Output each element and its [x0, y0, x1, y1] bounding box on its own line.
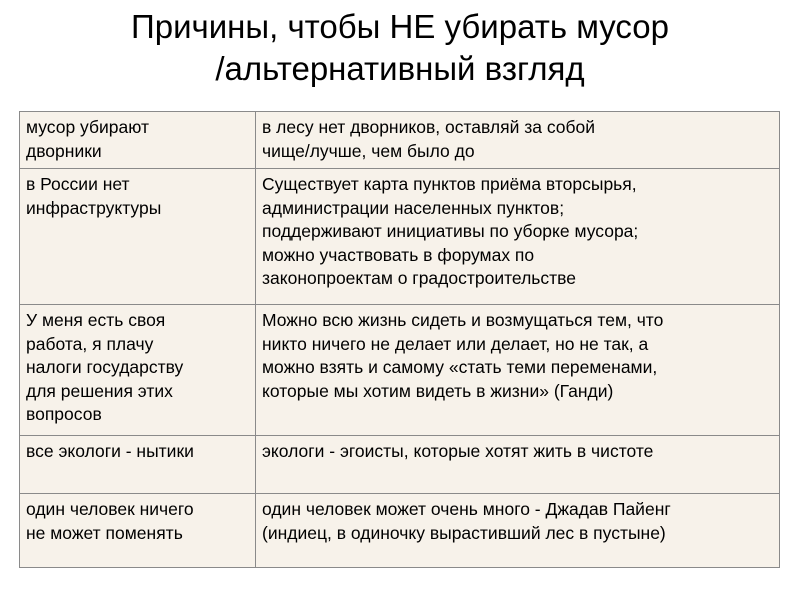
answer-line: Существует карта пунктов приёма вторсырья,	[262, 174, 637, 194]
answer-cell	[256, 169, 780, 305]
answer-line: которые мы хотим видеть в жизни» (Ганди)	[262, 380, 614, 401]
table-row	[20, 436, 780, 494]
table-row	[20, 112, 780, 169]
reason-line: в России нет	[26, 174, 130, 194]
answer-line: Можно всю жизнь сидеть и возмущаться тем, что	[262, 310, 664, 330]
answer-line: (индиец, в одиночку вырастивший лес в пустыне)	[262, 522, 666, 543]
reason-line: вопросов	[26, 404, 102, 424]
answer-cell	[256, 494, 780, 568]
reason-cell	[20, 169, 256, 305]
slide-title-line-2: /альтернативный взгляд	[215, 50, 585, 87]
table-row	[20, 169, 780, 305]
answer-line: можно взять и самому «стать теми переменами,	[262, 357, 658, 377]
reason-line: мусор убирают	[26, 117, 150, 137]
answer-cell	[256, 112, 780, 169]
answer-line: можно участвовать в форумах по	[262, 244, 535, 265]
reason-line: для решения этих	[26, 380, 173, 401]
reason-line: один человек ничего	[26, 499, 194, 519]
reason-cell	[20, 494, 256, 568]
answer-cell	[256, 305, 780, 436]
reason-line: дворники	[26, 140, 102, 161]
reason-line: У меня есть своя	[26, 310, 166, 330]
answer-line: экологи - эгоисты, которые хотят жить в чистоте	[262, 441, 654, 461]
answer-line: никто ничего не делает или делает, но не так, а	[262, 333, 649, 354]
slide-title-line-1: Причины, чтобы НЕ убирать мусор	[131, 8, 669, 45]
table-row	[20, 494, 780, 568]
table-row	[20, 305, 780, 436]
reason-cell	[20, 436, 256, 494]
answer-cell	[256, 436, 780, 494]
reason-cell	[20, 112, 256, 169]
reason-line: все экологи - нытики	[26, 441, 194, 461]
answer-line: чище/лучше, чем было до	[262, 140, 475, 161]
reason-line: работа, я плачу	[26, 333, 154, 354]
slide-title	[0, 6, 800, 90]
answer-line: администрации населенных пунктов;	[262, 197, 565, 218]
reason-line: инфраструктуры	[26, 197, 162, 218]
answer-line: поддерживают инициативы по уборке мусора;	[262, 221, 639, 241]
answer-line: один человек может очень много - Джадав Пайенг	[262, 499, 671, 519]
answer-line: в лесу нет дворников, оставляй за собой	[262, 117, 596, 137]
reason-line: не может поменять	[26, 522, 183, 543]
reason-line: налоги государству	[26, 357, 184, 377]
answer-line: законопроектам о градостроительстве	[262, 268, 577, 288]
reasons-table	[19, 111, 780, 568]
reason-cell	[20, 305, 256, 436]
